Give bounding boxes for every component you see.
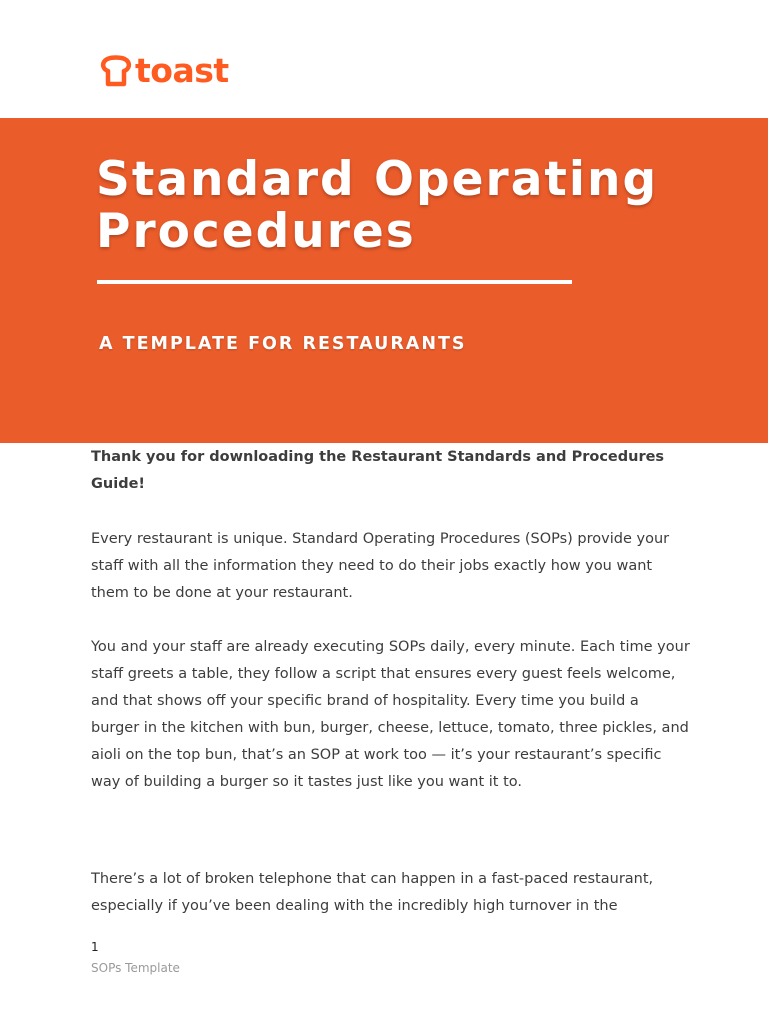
title-divider bbox=[97, 280, 572, 284]
toast-logo bbox=[99, 51, 229, 91]
document-title: Standard Operating Procedures bbox=[96, 152, 659, 259]
turnover-paragraph: There’s a lot of broken telephone that can happen in a fast-paced restaurant, especially if you’ve been dealing with the incredibly high turnover in the bbox=[91, 871, 654, 914]
logo-wordmark: toast bbox=[135, 51, 229, 90]
document-subtitle: A TEMPLATE FOR RESTAURANTS bbox=[99, 334, 467, 354]
intro-paragraph: Every restaurant is unique. Standard Operating Procedures (SOPs) provide your staff with all the information they need to do their jobs exactly how you want them to be done at your restaurant. bbox=[91, 531, 670, 601]
sop-example-paragraph: You and your staff are already executing SOPs daily, every minute. Each time your staff greets a table, they follow a script that ensures every guest feels welcome, and that shows off your specific brand of hospitality. Every time you build a burger in the kitchen with bun, burger, cheese, lettuce, tomato, three pickles, and aioli on the top bun, that’s an SOP at work too — it’s your restaurant’s specific way of building a burger so it tastes just like you want it to. bbox=[91, 639, 690, 790]
thank-you-heading: Thank you for downloading the Restaurant Standards and Procedures Guide! bbox=[91, 449, 665, 492]
page-number: 1 bbox=[91, 940, 99, 954]
hero-banner bbox=[0, 118, 768, 443]
toast-bread-icon bbox=[99, 54, 133, 88]
footer-label: SOPs Template bbox=[91, 961, 180, 975]
